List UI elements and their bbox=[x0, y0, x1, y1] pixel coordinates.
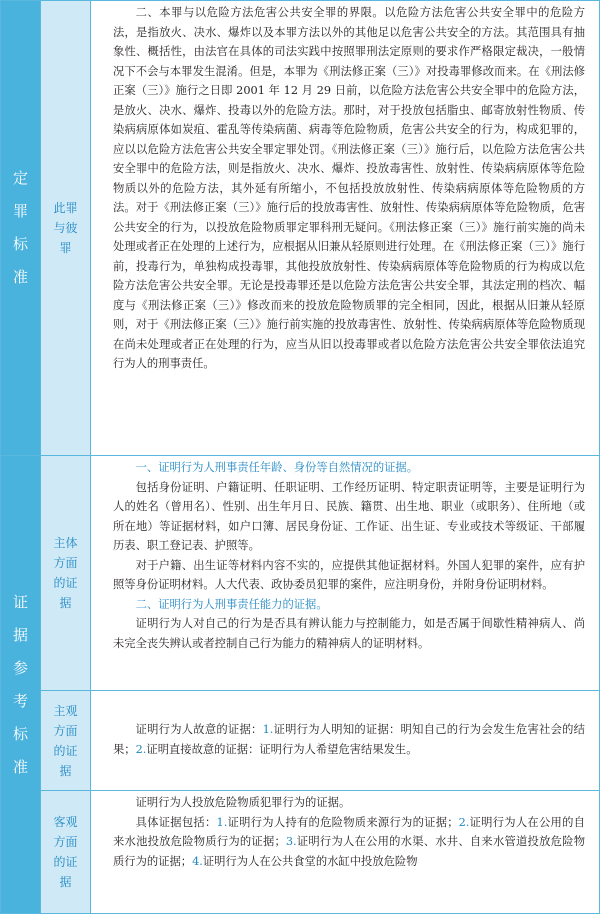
subject-heading-2: 二、证明行为人刑事责任能力的证据。 bbox=[135, 597, 328, 611]
subjective-item-2: 证明直接故意的证据：证明行为人希望危害结果发生。 bbox=[146, 742, 418, 756]
objective-item-1: 证明行为人持有的危险物质来源行为的证据； bbox=[227, 815, 459, 829]
section-label-zhengju-cell bbox=[1, 456, 41, 914]
subsection-label-distinction-cell bbox=[41, 1, 91, 456]
row-distinction bbox=[1, 1, 600, 456]
subjective-paragraph bbox=[113, 720, 585, 759]
subject-paragraph-2: 对于户籍、出生证等材料内容不实的，应提供其他证据材料。外国人犯罪的案件，应有护照等身份证明材料。人大代表、政协委员犯罪的案件，应注明身份，并附身份证明材料。 bbox=[113, 558, 585, 591]
subject-heading-1: 一、证明行为人刑事责任年龄、身份等自然情况的证据。 bbox=[135, 461, 419, 474]
objective-item-3: 证明行为人在公用的水渠、水井、自来水管道投放危险物质行为的证据； bbox=[113, 835, 585, 868]
section-label-dingzui: 定罪标准 bbox=[12, 169, 28, 286]
subsection-label-objective-cell bbox=[41, 791, 91, 914]
subjective-lead: 证明行为人故意的证据： bbox=[135, 723, 263, 736]
subjective-num-2: 2. bbox=[135, 742, 147, 756]
subject-content bbox=[91, 456, 600, 691]
subject-paragraph-3: 证明行为人对自己的行为是否具有辨认能力与控制能力，如是否属于间歇性精神病人、尚未完全丧失辨认或者控制自己行为能力的精神病人的证明材料。 bbox=[113, 617, 585, 650]
distinction-content bbox=[91, 1, 600, 456]
row-subject-evidence bbox=[1, 456, 600, 691]
subsection-label-subject-cell bbox=[41, 456, 91, 691]
row-subjective-evidence bbox=[1, 691, 600, 791]
objective-paragraph-1: 证明行为人投放危险物质犯罪行为的证据。 bbox=[135, 796, 351, 809]
objective-num-3: 3. bbox=[285, 835, 297, 848]
subsection-label-subject: 主体方面的证据 bbox=[53, 536, 78, 610]
subsection-label-distinction: 此罪与彼罪 bbox=[53, 201, 78, 255]
objective-item-2: 证明行为人在公用的自来水池投放危险物质行为的证据； bbox=[113, 815, 585, 848]
distinction-paragraph: 二、本罪与以危险方法危害公共安全罪的界限。以危险方法危害公共安全罪中的危险方法，是指放火、决水、爆炸以及本罪方法以外的其他足以危害公共安全的方法。其范围具有抽象性、概括性，由法官在具体的司法实践中按照罪刑法定原则的要求作严格限定裁决，一般情况下不会与本罪发生混淆。但是，本罪为《刑法修正案（三）》对投毒罪修改而来。在《刑法修正案（三）》施行之日即 2001 年 12 月 29 日前，以危险方法危害公共安全罪中的危险方法，是放火、决水、爆炸、投毒以外的危险方法。那时，对于投放包括脂虫、邮寄放射性物质、传染病病原体如炭疽、霍乱等传染病菌、病毒等危险物质，危害公共安全的行为，构成犯罪的，应以以危险方法危害公共安全罪定罪处罚。《刑法修正案（三）》施行后，以危险方法危害公共安全罪中的危险方法，则是指放火、决水、爆炸、投放毒害性、放射性、传染病病原体等危险物质以外的危险方法，其外延有所缩小，不包括投放放射性、传染病病原体等危险物质的方法。对于《刑法修正案（三）》施行后的投放毒害性、放射性、传染病病原体等危险物质，危害公共安全的行为，以投放危险物质罪定罪科刑无疑问。《刑法修正案（三）》施行前实施的尚未处理或者正在处理的上述行为，应根据从旧兼从轻原则进行处理。在《刑法修正案（三）》施行前，投毒行为，单独构成投毒罪，其他投放放射性、传染病病原体等危险物质的行为构成以危险方法危害公共安全罪。无论是投毒罪还是以危险方法危害公共安全罪，其法定刑的档次、幅度与《刑法修正案（三）》修改而来的投放危险物质罪的完全相同，因此，根据从旧兼从轻原则，对于《刑法修正案（三）》施行前实施的投放毒害性、放射性、传染病病原体等危险物质现在尚未处理或者正在处理的行为，应当从旧以投毒罪或者以危险方法危害公共安全罪依法追究行为人的刑事责任。 bbox=[113, 6, 585, 370]
subsection-label-subjective-cell bbox=[41, 691, 91, 791]
subsection-label-objective: 客观方面的证据 bbox=[53, 815, 78, 889]
subjective-item-1: 证明行为人明知的证据：明知自己的行为会发生危害社会的结果； bbox=[113, 723, 585, 756]
objective-content bbox=[91, 791, 600, 914]
section-label-zhengju: 证据参考标准 bbox=[12, 592, 28, 776]
subjective-content bbox=[91, 691, 600, 791]
objective-lead: 具体证据包括： bbox=[135, 815, 217, 829]
subjective-num-1: 1. bbox=[262, 723, 274, 736]
subject-paragraph-1: 包括身份证明、户籍证明、任职证明、工作经历证明、特定职责证明等，主要是证明行为人的姓名（曾用名）、性别、出生年月日、民族、籍贯、出生地、职业（或职务）、住所地（或所在地）等证据材料，如户口簿、居民身份证、工作证、出生证、专业或技术等级证、干部履历表、职工登记表、护照等。 bbox=[113, 480, 585, 552]
objective-num-4: 4. bbox=[192, 854, 203, 868]
row-objective-evidence bbox=[1, 791, 600, 914]
objective-num-1: 1. bbox=[216, 815, 228, 829]
section-label-dingzui-cell bbox=[1, 1, 41, 456]
objective-paragraph-2 bbox=[113, 813, 585, 872]
subsection-label-subjective: 主观方面的证据 bbox=[53, 703, 78, 778]
objective-item-4: 证明行为人在公共食堂的水缸中投放危险物 bbox=[202, 854, 418, 868]
objective-num-2: 2. bbox=[458, 815, 470, 829]
